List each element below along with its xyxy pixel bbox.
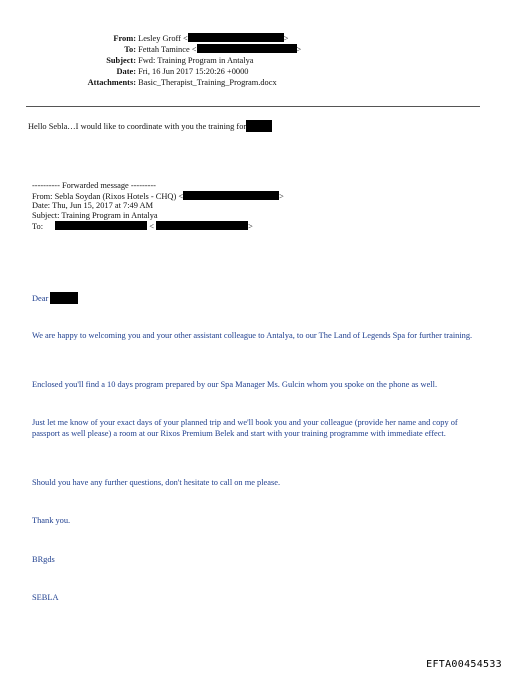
subject-label: Subject: xyxy=(106,56,136,65)
forwarded-date: Date: Thu, Jun 15, 2017 at 7:49 AM xyxy=(32,201,154,210)
forwarded-divider: ---------- Forwarded message --------- xyxy=(32,181,156,190)
document-id: EFTA00454533 xyxy=(426,659,502,670)
paragraph-questions: Should you have any further questions, don't hesitate to call on me please. xyxy=(32,478,281,487)
thanks-line: Thank you. xyxy=(32,516,71,525)
attachment-link[interactable]: Basic_Therapist_Training_Program.docx xyxy=(138,78,277,87)
redaction-block xyxy=(156,221,248,230)
paragraph-trip: Just let me know of your exact days of your planned trip and we'll book you and your colleague (provide her name and copy of passport as well please) a room at our Rixos Premium Belek and start with your training programme with immediate effect. xyxy=(32,418,458,438)
forwarded-from: From: Sebla Soydan (Rixos Hotels - CHQ) < > xyxy=(32,192,284,201)
redaction-block xyxy=(188,33,284,42)
date-label: Date: xyxy=(116,67,136,76)
redaction-block xyxy=(183,191,279,200)
redaction-block xyxy=(246,120,272,132)
header-subject-row xyxy=(20,55,254,66)
intro-line: Hello Sebla…I would like to coordinate with you the training for xyxy=(28,120,272,132)
signature-line: SEBLA xyxy=(32,593,59,602)
from-value: Lesley Groff < > xyxy=(138,34,289,43)
forwarded-subject: Subject: Training Program in Antalya xyxy=(32,211,158,220)
header-divider xyxy=(26,106,480,107)
from-label: From: xyxy=(113,34,136,43)
greeting: Dear xyxy=(32,292,484,304)
paragraph-welcome: We are happy to welcoming you and your other assistant colleague to Antalya, to our The Land of Legends Spa for further training. xyxy=(32,331,473,340)
date-value: Fri, 16 Jun 2017 15:20:26 +0000 xyxy=(138,67,249,76)
header-date-row xyxy=(20,66,248,77)
redaction-block xyxy=(50,292,78,304)
to-label: To: xyxy=(124,45,136,54)
redaction-block xyxy=(197,44,297,53)
forwarded-to: To: < > xyxy=(32,222,253,231)
subject-value: Fwd: Training Program in Antalya xyxy=(138,56,254,65)
regards-line: BRgds xyxy=(32,555,55,564)
header-from-row xyxy=(20,33,289,44)
attachments-label: Attachments: xyxy=(87,78,136,87)
redaction-block xyxy=(55,221,147,230)
header-attachments-row xyxy=(20,77,277,88)
to-value: Fettah Tamince < > xyxy=(138,45,302,54)
header-to-row xyxy=(20,44,301,55)
paragraph-enclosed: Enclosed you'll find a 10 days program prepared by our Spa Manager Ms. Gulcin whom you spoke on the phone as well. xyxy=(32,380,438,389)
